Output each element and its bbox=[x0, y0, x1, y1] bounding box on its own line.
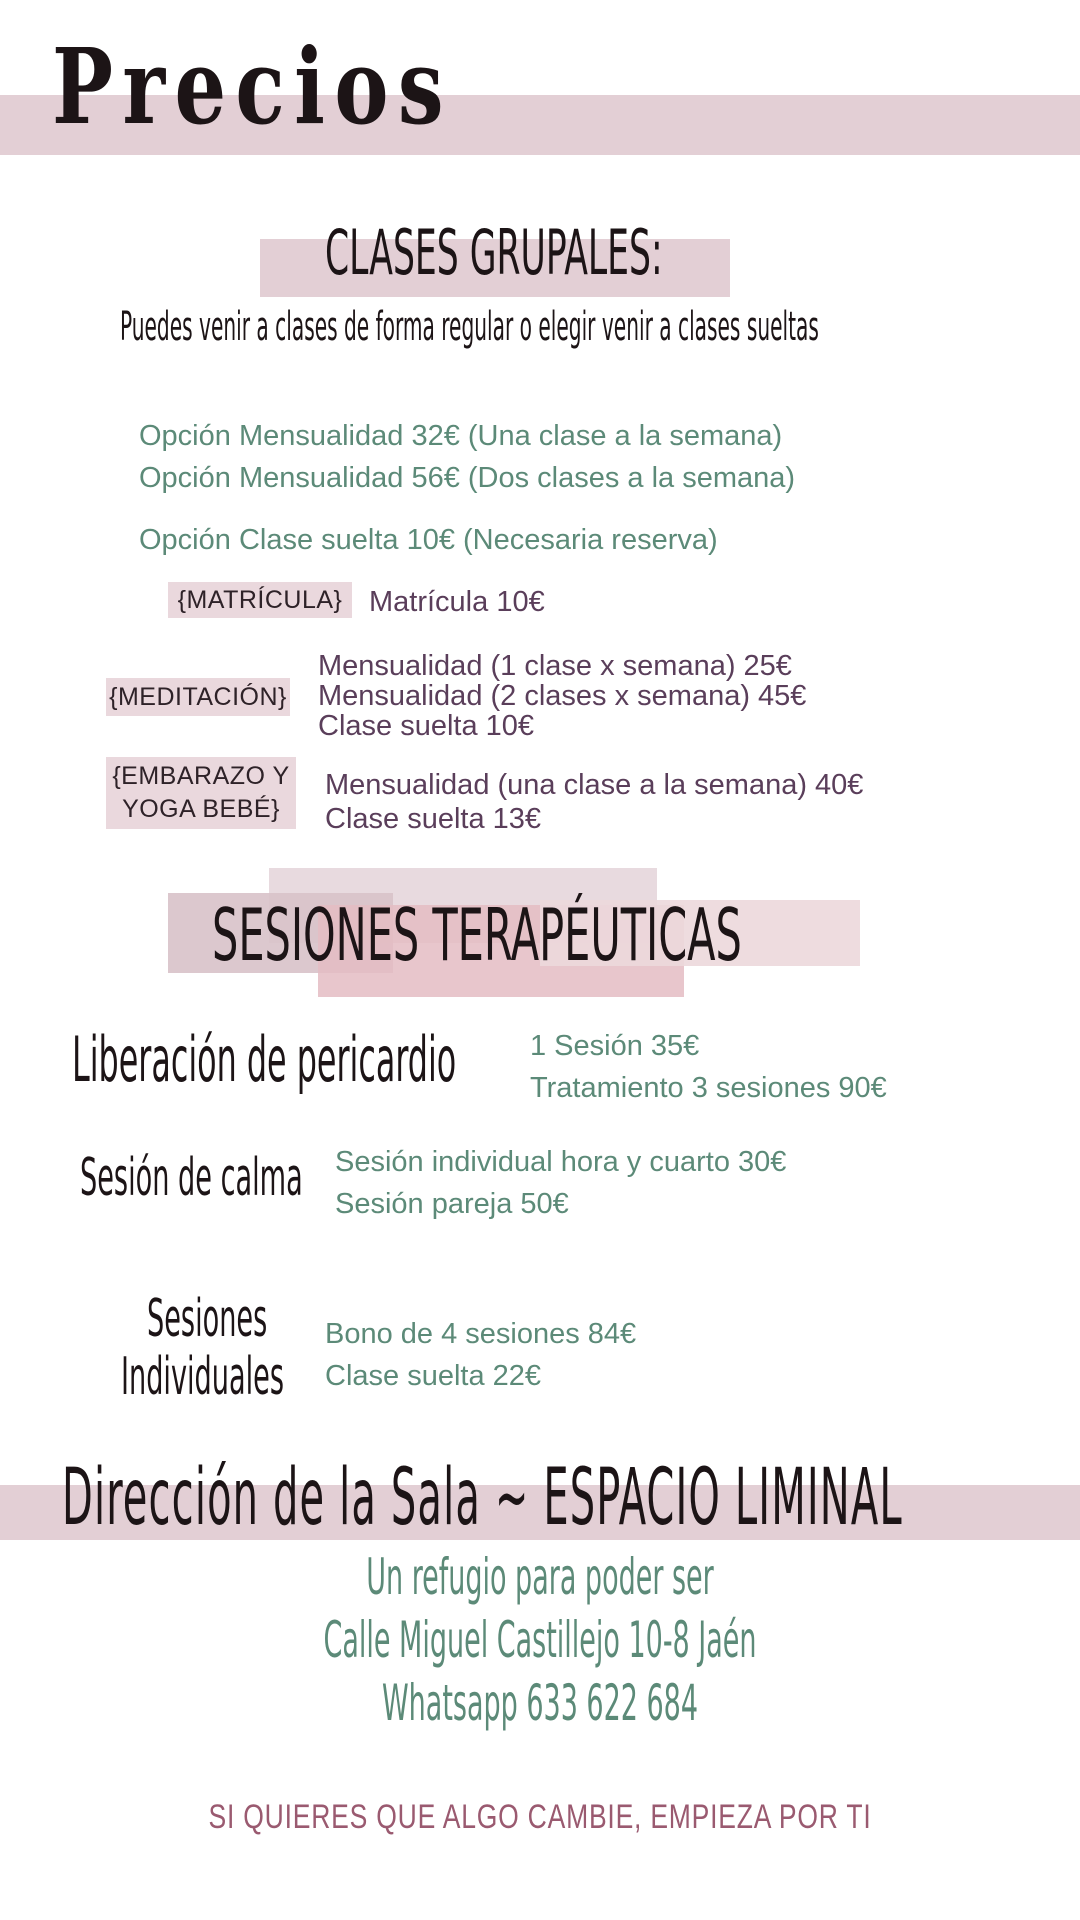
meditacion-line-2: Mensualidad (2 clases x semana) 45€ bbox=[318, 680, 807, 712]
individuales-line-2: Clase suelta 22€ bbox=[325, 1360, 542, 1392]
meditacion-line-1: Mensualidad (1 clase x semana) 25€ bbox=[318, 650, 792, 682]
option-monthly-one: Opción Mensualidad 32€ (Una clase a la semana) bbox=[139, 420, 783, 452]
embarazo-line-1: Mensualidad (una clase a la semana) 40€ bbox=[325, 769, 864, 801]
meditacion-line-3: Clase suelta 10€ bbox=[318, 710, 535, 742]
individuales-name-line-1: Sesiones bbox=[147, 1289, 268, 1349]
option-monthly-two: Opción Mensualidad 56€ (Dos clases a la semana) bbox=[139, 462, 796, 494]
calma-line-1: Sesión individual hora y cuarto 30€ bbox=[335, 1146, 787, 1178]
pericardio-line-1: 1 Sesión 35€ bbox=[530, 1030, 700, 1062]
pericardio-line-2: Tratamiento 3 sesiones 90€ bbox=[530, 1072, 887, 1104]
address-tagline: Un refugio para poder ser bbox=[366, 1548, 714, 1606]
individuales-name-line-2: Individuales bbox=[121, 1347, 284, 1407]
matricula-tag: {MATRÍCULA} bbox=[168, 582, 352, 618]
footer-motto: SI QUIERES QUE ALGO CAMBIE, EMPIEZA POR TI bbox=[208, 1798, 872, 1836]
address-street: Calle Miguel Castillejo 10-8 Jaén bbox=[323, 1611, 757, 1669]
address-heading: Dirección de la Sala ~ ESPACIO LIMINAL bbox=[62, 1453, 903, 1543]
group-classes-subtitle: Puedes venir a clases de forma regular o elegir venir a clases sueltas bbox=[120, 304, 819, 350]
pericardio-name: Liberación de pericardio bbox=[72, 1023, 457, 1096]
embarazo-tag bbox=[106, 757, 296, 829]
therapy-heading: SESIONES TERAPÉUTICAS bbox=[212, 893, 742, 977]
individuales-line-1: Bono de 4 sesiones 84€ bbox=[325, 1318, 637, 1350]
matricula-price: Matrícula 10€ bbox=[369, 586, 545, 618]
address-phone: Whatsapp 633 622 684 bbox=[381, 1674, 699, 1732]
embarazo-tag-line-2: YOGA BEBÉ} bbox=[122, 795, 280, 823]
embarazo-line-2: Clase suelta 13€ bbox=[325, 803, 542, 835]
group-classes-heading: CLASES GRUPALES: bbox=[325, 216, 663, 289]
option-single-class: Opción Clase suelta 10€ (Necesaria reserva) bbox=[139, 524, 718, 556]
meditacion-tag: {MEDITACIÓN} bbox=[106, 678, 290, 716]
calma-line-2: Sesión pareja 50€ bbox=[335, 1188, 569, 1220]
embarazo-tag-line-1: {EMBARAZO Y bbox=[112, 762, 290, 790]
calma-name: Sesión de calma bbox=[80, 1148, 303, 1208]
page-title: Precios bbox=[52, 25, 453, 148]
